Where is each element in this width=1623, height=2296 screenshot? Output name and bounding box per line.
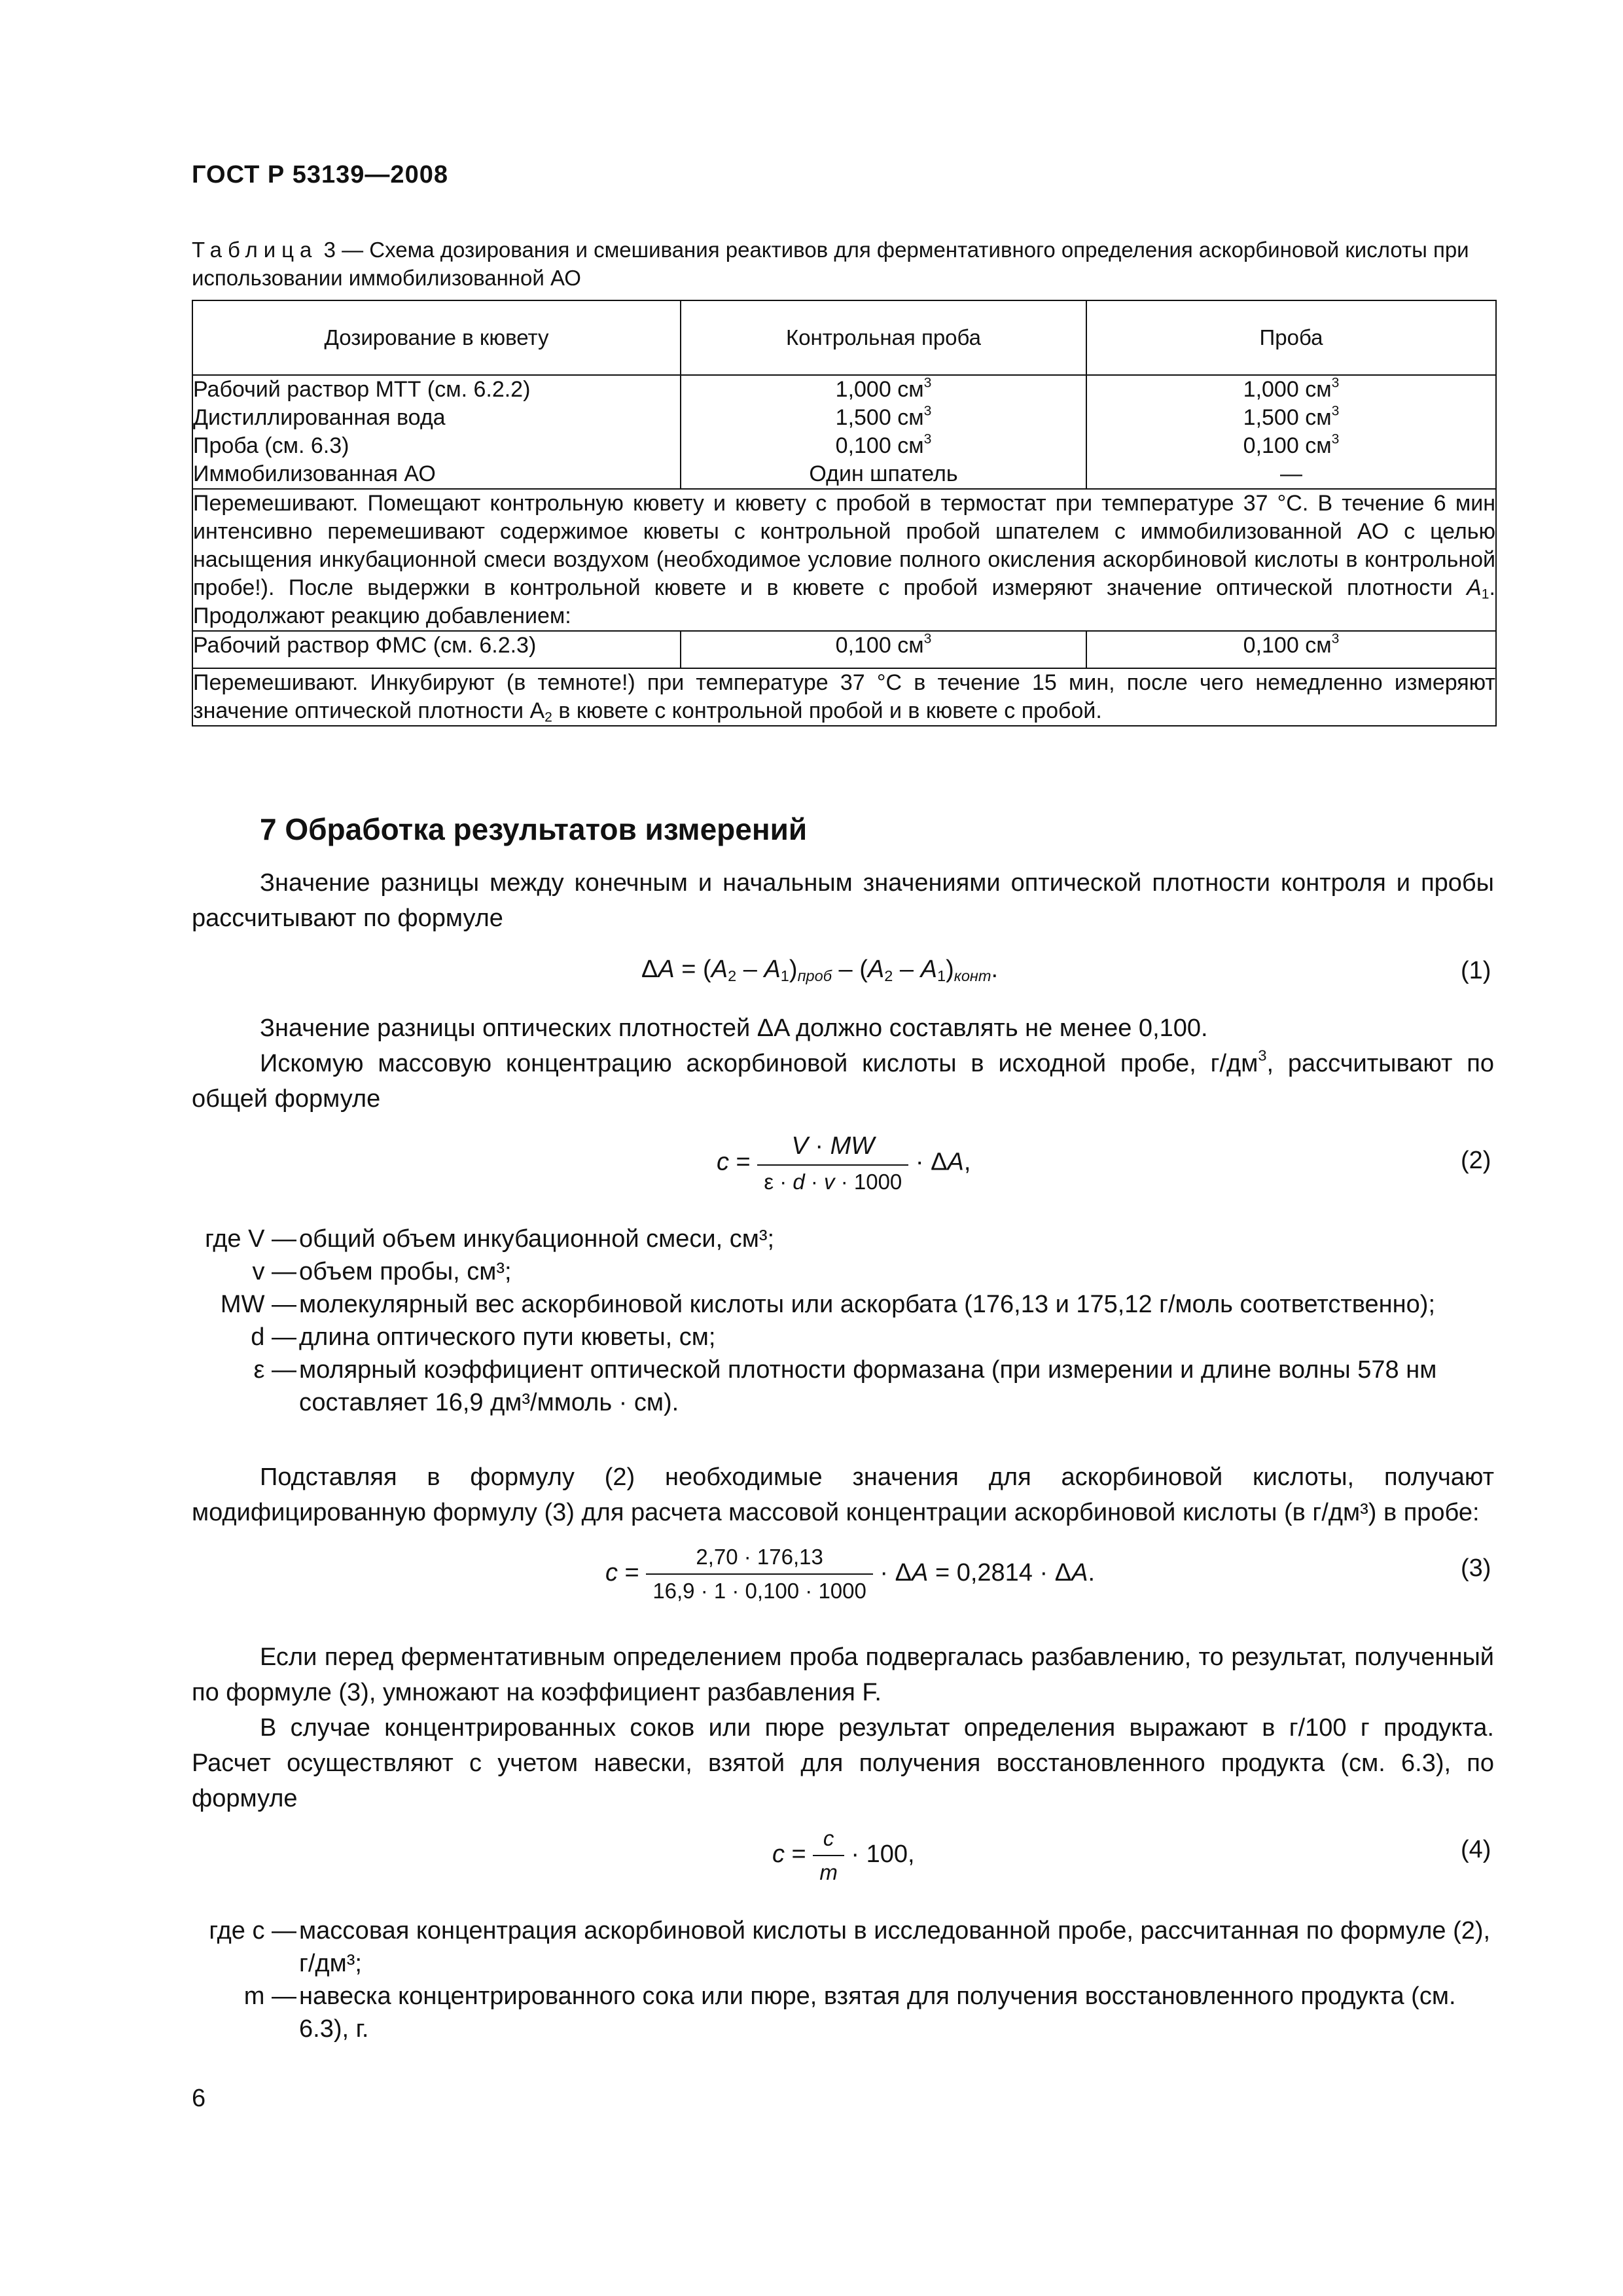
page-number: 6	[192, 2085, 206, 2112]
reagent-label: Дистиллированная вода	[193, 405, 446, 430]
control-value: Один шпатель	[809, 461, 958, 486]
procedure-note-1: Перемешивают. Помещают контрольную кювету и кювету с пробой в термостат при температуре 37 °C. В течение 6 мин интенсивно перемешивают содержимое кюветы с контрольной пробой шпателем с иммобилизованной АО с целью насыщения инкубационной смеси воздухом (необходимое условие полного окисления аскорбиновой кислоты в контрольной пробе!). После выдержки в контрольной кювете и в кювете с пробой измеряют значение оптической плотности $A_1$. Продолжают реакцию добавлением:	[192, 489, 1496, 631]
table-caption-label: Таблица	[192, 238, 318, 262]
paragraph-5: Если перед ферментативным определением проба подвергалась разбавлению, то результат, полученный по формуле (3), умножают на коэффициент разбавления F.	[192, 1643, 1494, 1706]
list-item: v — объем пробы, см³;	[252, 1258, 512, 1285]
sample-value: 0,100 $см^3$	[1243, 431, 1340, 458]
control-value: 1,000 $см^3$	[835, 375, 932, 402]
formula-4-number: (4)	[1461, 1836, 1491, 1863]
reagent-label: Проба (см. 6.3)	[193, 433, 349, 458]
list-item: MW — молекулярный вес аскорбиновой кислоты или аскорбата (176,13 и 175,12 г/моль соответственно);	[220, 1291, 1435, 1318]
table-note-row	[192, 489, 1496, 631]
header-sample: Проба	[1086, 300, 1496, 375]
list-item: m — навеска концентрированного сока или пюре, взятая для получения восстановленного продукта (см. 6.3), г.	[243, 1982, 1456, 2043]
paragraph-2: Значение разницы оптических плотностей ΔA должно составлять не менее 0,100.	[260, 1014, 1208, 1042]
table-caption	[192, 236, 1494, 292]
section-title: 7 Обработка результатов измерений	[260, 812, 808, 846]
table-note-row	[192, 668, 1496, 726]
formula-4: c = $\frac{c}{m}$ · 100,	[772, 1826, 915, 1884]
header-control: Контрольная проба	[681, 300, 1086, 375]
reagent-labels	[192, 375, 681, 489]
sample-values	[1086, 375, 1496, 489]
document-code: ГОСТ Р 53139—2008	[192, 161, 448, 188]
sample-value: —	[1280, 461, 1302, 486]
where-list-1	[192, 1223, 1494, 1419]
paragraph-3: Искомую массовую концентрацию аскорбиновой кислоты в исходной пробе, $г/дм^3$, рассчитывают по общей формуле	[192, 1047, 1494, 1113]
table-row	[192, 375, 1496, 489]
control-values	[681, 375, 1086, 489]
sample-value: 1,500 $см^3$	[1243, 403, 1340, 430]
control-value: 0,100 $см^3$	[681, 631, 1086, 668]
reagent-label: Рабочий раствор МТТ (см. 6.2.2)	[193, 377, 531, 402]
formula-1-number: (1)	[1461, 957, 1491, 984]
formula-3-fraction: $\frac{2,70 \cdot 176,13}{16,9 \cdot 1 \cdot 0,100 \cdot 1000}$	[646, 1545, 873, 1604]
control-value: 0,100 $см^3$	[835, 431, 932, 458]
paragraph-4: Подставляя в формулу (2) необходимые значения для аскорбиновой кислоты, получают модифицированную формулу (3) для расчета массовой концентрации аскорбиновой кислоты (в г/дм³) в пробе:	[192, 1463, 1494, 1526]
formula-3: c = $\frac{2,70 \cdot 176,13}{16,9 \cdot 1 \cdot 0,100 \cdot 1000}$ · ΔA = 0,2814 · ΔA.	[605, 1545, 1096, 1603]
list-item: где c — массовая концентрация аскорбиновой кислоты в исследованной пробе, рассчитанная по формуле (2), г/дм³;	[209, 1917, 1491, 1977]
reagent-label: Рабочий раствор ФМС (см. 6.2.3)	[192, 631, 681, 668]
formula-2-number: (2)	[1461, 1147, 1491, 1174]
paragraph-6: В случае концентрированных соков или пюре результат определения выражают в г/100 г продукта. Расчет осуществляют с учетом навески, взятой для получения восстановленного продукта (см. 6.3), по формуле	[192, 1714, 1494, 1812]
sample-value: 1,000 $см^3$	[1243, 375, 1340, 402]
formula-3-number: (3)	[1461, 1554, 1491, 1582]
table-caption-text: 3 — Схема дозирования и смешивания реактивов для ферментативного определения аскорбиновой кислоты при использовании иммобилизованной АО	[192, 238, 1469, 290]
header-dosing: Дозирование в кювету	[192, 300, 681, 375]
formula-4-fraction: $\frac{c}{m}$	[813, 1826, 844, 1885]
formula-2-fraction: $\frac{V \cdot MW}{\varepsilon \cdot d \cdot v \cdot 1000}$	[757, 1132, 908, 1194]
paragraph-1: Значение разницы между конечным и начальным значениями оптической плотности контроля и пробы рассчитывают по формуле	[192, 869, 1494, 932]
list-item: где V — общий объем инкубационной смеси, см³;	[205, 1225, 775, 1253]
control-value: 1,500 $см^3$	[835, 403, 932, 430]
table-row	[192, 631, 1496, 668]
list-item: ε — молярный коэффициент оптической плотности формазана (при измерении и длине волны 578 нм составляет 16,9 дм³/ммоль · см).	[253, 1356, 1437, 1416]
dosing-table	[192, 300, 1497, 726]
procedure-note-2: Перемешивают. Инкубируют (в темноте!) при температуре 37 °C в течение 15 мин, после чего немедленно измеряют значение оптической плотности $А_2$ в кювете с контрольной пробой и в кювете с пробой.	[192, 668, 1496, 726]
table-header-row	[192, 300, 1496, 375]
where-list-2	[192, 1914, 1494, 2045]
formula-2: c = $\frac{V \cdot MW}{\varepsilon \cdot d \cdot v \cdot 1000}$ · ΔA,	[717, 1132, 971, 1194]
reagent-label: Иммобилизованная АО	[193, 461, 436, 486]
formula-1: $\Delta A = (A_2 - A_1)_{проб} - (A_2 - A_1)_{конт}$.	[641, 956, 999, 984]
sample-value: 0,100 $см^3$	[1086, 631, 1496, 668]
list-item: d — длина оптического пути кюветы, см;	[251, 1323, 716, 1351]
